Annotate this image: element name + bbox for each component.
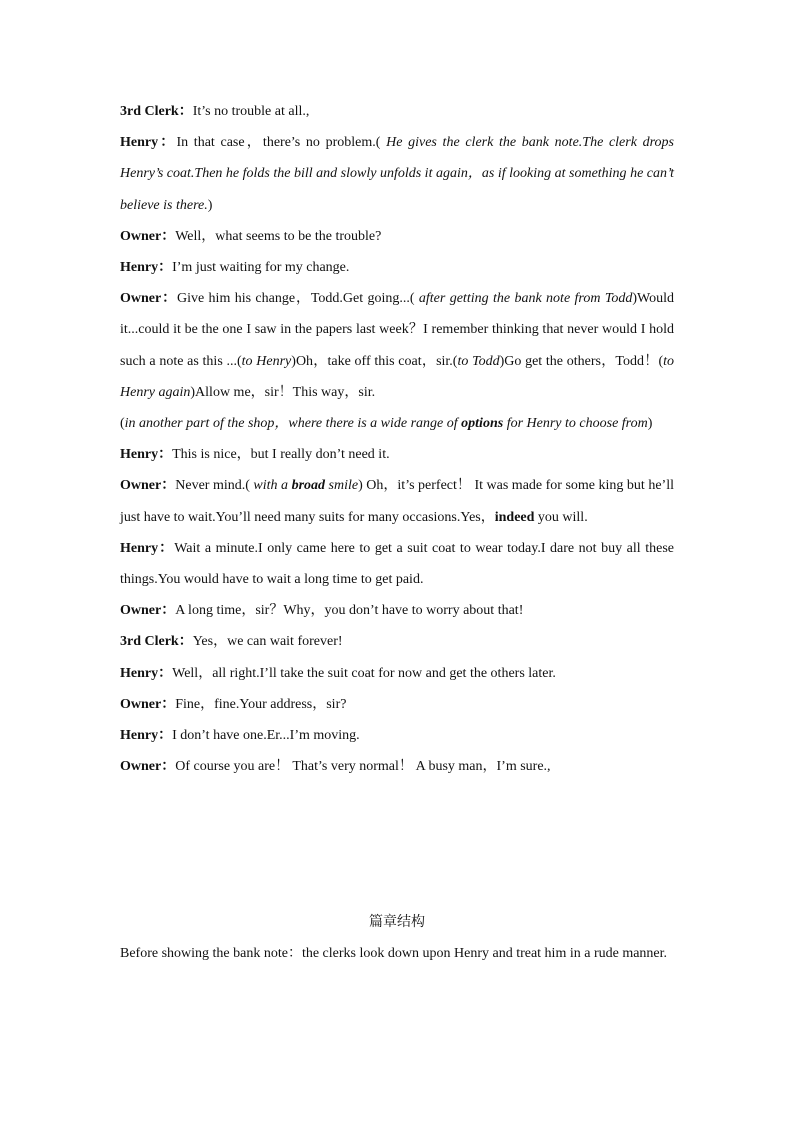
stage-direction: with a [253,478,292,494]
dialogue-text: I don’t have one.Er...I’m moving. [172,728,360,744]
dialogue-text: )Allow me，sir！This way，sir. [190,384,376,400]
stage-direction: in another part of the shop，where there is a wide range of [124,416,462,432]
dialogue-text: ( [120,416,125,432]
stage-direction: to Todd [457,353,500,369]
dialogue-text: Well，what seems to be the trouble? [175,228,382,244]
stage-direction: broad [291,478,326,494]
stage-direction: to Henry [241,353,292,369]
speaker-name: Owner： [120,603,176,619]
speaker-name: Henry： [120,447,173,463]
dialogue-line [120,439,674,470]
dialogue-line [120,127,674,221]
stage-direction: He gives the clerk the bank note.The clerk drops Henry’s coat.Then he folds the bill and slowly unfolds it again，as if looking at something he can’t believe is there. [120,135,674,213]
dialogue-text: ) [207,197,213,213]
speaker-name: Henry： [120,728,173,744]
speaker-name: 3rd Clerk： [120,104,193,119]
dialogue-text: Never mind.( [175,478,254,494]
dialogue-text: ) [647,416,653,432]
stage-direction: smile [325,478,359,494]
dialogue-line [120,408,674,439]
dialogue-line [120,751,674,782]
dialogue-text: Well，all right.I’ll take the suit coat for now and get the others later. [172,665,556,681]
dialogue-line [120,720,674,751]
dialogue-line [120,96,674,127]
speaker-name: Henry： [120,260,173,276]
dialogue-text: you will. [534,509,588,525]
stage-direction: to Henry again [120,353,674,400]
section-heading: 篇章结构 [369,914,425,930]
speaker-name: Owner： [120,478,176,494]
stage-direction: options [461,416,504,432]
speaker-name: Henry： [120,135,177,151]
dialogue-text: In that case，there’s no problem.( [176,135,387,151]
speaker-name: Owner： [120,696,176,712]
dialogue-text: ) Oh，it’s perfect！ It was made for some king but he’ll just have to wait.You’ll need many suits for many occasions.Yes， [120,478,674,525]
dialogue-body [120,96,674,782]
dialogue-text: )Go get the others，Todd！( [499,353,664,369]
dialogue-line [120,283,674,408]
dialogue-line [120,626,674,657]
dialogue-text: )Oh，take off this coat，sir.( [291,353,458,369]
dialogue-text: )Would it...could it be the one I saw in the papers last week？I remember thinking that never would I hold such a note as this ...( [120,291,674,369]
dialogue-line [120,252,674,283]
dialogue-line [120,595,674,626]
speaker-name: Henry： [120,665,173,681]
dialogue-text: Of course you are！ That’s very normal！ A busy man，I’m sure., [175,759,551,775]
dialogue-line [120,689,674,720]
dialogue-text: indeed [494,509,535,525]
dialogue-text: This is nice，but I really don’t need it. [172,447,390,463]
speaker-name: 3rd Clerk： [120,634,193,650]
speaker-name: Owner： [120,291,177,307]
speaker-name: Henry： [120,540,175,556]
dialogue-text: Fine，fine.Your address，sir? [175,696,347,712]
dialogue-text: A long time，sir？Why，you don’t have to worry about that! [175,603,524,619]
speaker-name: Owner： [120,759,176,775]
dialogue-text: Yes，we can wait forever! [192,634,343,650]
stage-direction: after getting the bank note from Todd [418,291,633,307]
dialogue-line [120,470,674,532]
dialogue-line [120,658,674,689]
dialogue-line [120,221,674,252]
dialogue-text: Give him his change，Todd.Get going...( [176,291,419,307]
stage-direction: for Henry to choose from [503,416,648,432]
dialogue-text: I’m just waiting for my change. [172,260,350,276]
section-paragraph: Before showing the bank note：the clerks look down upon Henry and treat him in a rude manner. [120,946,668,961]
dialogue-text: It’s no trouble at all., [192,104,310,119]
dialogue-line [120,533,674,595]
speaker-name: Owner： [120,228,176,244]
section-body [120,938,674,969]
dialogue-text: Wait a minute.I only came here to get a suit coat to wear today.I dare not buy all these things.You would have to wait a long time to get paid. [120,540,674,588]
